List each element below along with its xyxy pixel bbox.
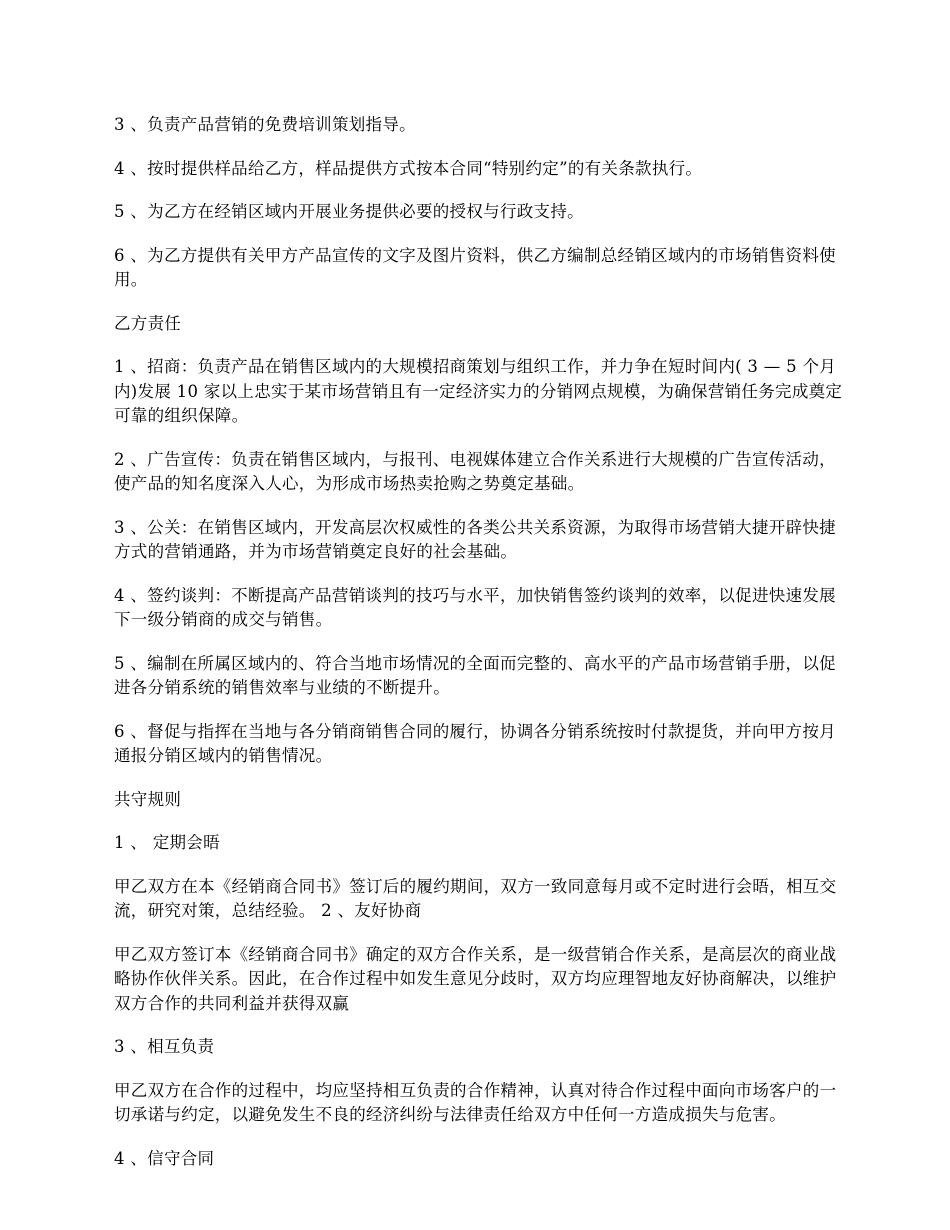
clause-b-2: 2 、广告宣传：负责在销售区域内，与报刊、电视媒体建立合作关系进行大规模的广告宣传活动，使产品的知名度深入人心，为形成市场热卖抢购之势奠定基础。 bbox=[114, 449, 836, 493]
section-heading-shared-rules: 共守规则 bbox=[114, 789, 182, 809]
clause-b-5: 5 、编制在所属区域内的、符合当地市场情况的全面而完整的、高水平的产品市场营销手册，以促进各分销系统的销售效率与业绩的不断提升。 bbox=[114, 653, 836, 697]
clause-a-6: 6 、为乙方提供有关甲方产品宣传的文字及图片资料，供乙方编制总经销区域内的市场销售资料使用。 bbox=[114, 245, 836, 289]
clause-b-1: 1 、招商：负责产品在销售区域内的大规模招商策划与组织工作，并力争在短时间内( 3 — 5 个月内)发展 10 家以上忠实于某市场营销且有一定经济实力的分销网点规模，为确保营销任务完成奠定可靠的组织保障。 bbox=[114, 357, 843, 425]
clause-a-3: 3 、负责产品营销的免费培训策划指导。 bbox=[114, 115, 416, 134]
rule-3-body: 甲乙双方在合作的过程中，均应坚持相互负责的合作精神，认真对待合作过程中面向市场客户的一切承诺与约定，以避免发生不良的经济纠纷与法律责任给双方中任何一方造成损失与危害。 bbox=[114, 1080, 837, 1124]
rule-3-heading: 3 、相互负责 bbox=[114, 1037, 215, 1056]
clause-b-6: 6 、督促与指挥在当地与各分销商销售合同的履行，协调各分销系统按时付款提货，并向甲方按月通报分销区域内的销售情况。 bbox=[114, 721, 836, 765]
clause-a-5: 5 、为乙方在经销区域内开展业务提供必要的授权与行政支持。 bbox=[114, 202, 584, 221]
clause-b-3: 3 、公关：在销售区域内，开发高层次权威性的各类公共关系资源，为取得市场营销大捷开辟快捷方式的营销通路，并为市场营销奠定良好的社会基础。 bbox=[114, 517, 836, 561]
rule-1-body: 甲乙双方在本《经销商合同书》签订后的履约期间，双方一致同意每月或不定时进行会晤，相互交流，研究对策，总结经验。 2 、友好协商 bbox=[114, 876, 837, 920]
section-heading-party-b: 乙方责任 bbox=[114, 313, 182, 333]
clause-b-4: 4 、签约谈判：不断提高产品营销谈判的技巧与水平，加快销售签约谈判的效率，以促进快速发展下一级分销商的成交与销售。 bbox=[114, 585, 836, 629]
rule-1-heading: 1 、 定期会晤 bbox=[114, 833, 220, 852]
rule-4-heading: 4 、信守合同 bbox=[114, 1148, 215, 1168]
clause-a-4: 4 、按时提供样品给乙方，样品提供方式按本合同“特别约定”的有关条款执行。 bbox=[114, 158, 703, 178]
document-body bbox=[114, 113, 850, 1190]
rule-2-body: 甲乙双方签订本《经销商合同书》确定的双方合作关系，是一级营销合作关系，是高层次的商业战略协作伙伴关系。因此，在合作过程中如发生意见分歧时，双方均应理智地友好协商解决，以维护双方合作的共同利益并获得双赢 bbox=[114, 944, 837, 1013]
